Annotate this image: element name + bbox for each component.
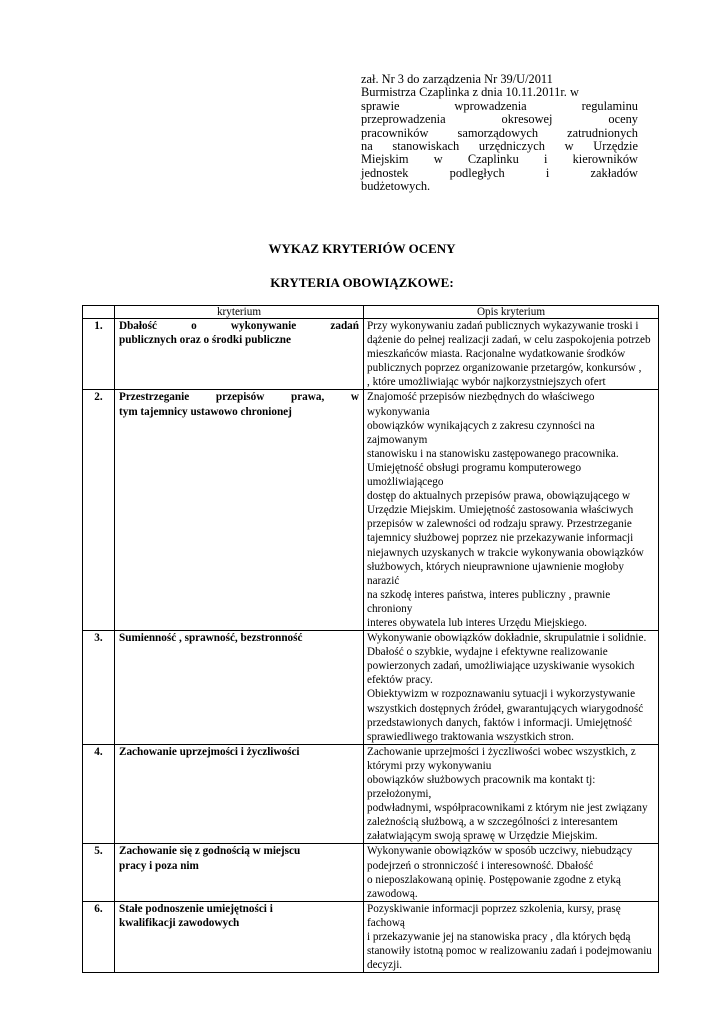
note-line: budżetowych.: [361, 179, 431, 194]
description-line: Umiejętność obsługi programu komputerowego umożliwiającego: [367, 461, 582, 489]
criterion-description: [364, 390, 659, 631]
row-number: 6.: [83, 901, 115, 972]
description-line: stanowiły istotną pomoc w realizowaniu zadań i podejmowaniu: [367, 945, 652, 958]
document-subtitle: KRYTERIA OBOWIĄZKOWE:: [270, 275, 454, 290]
criterion-name-line: Sumienność , sprawność, bezstronność: [119, 632, 303, 645]
description-line: sprawiedliwego traktowania wszystkich stron.: [367, 730, 574, 743]
note-line: przeprowadzenia okresowej oceny: [361, 112, 638, 127]
header-criterion: kryterium: [115, 306, 364, 319]
description-line: Zachowanie uprzejmości i życzliwości wobec wszystkich, z: [367, 745, 636, 758]
criterion-description: [364, 901, 659, 972]
note-line: Miejskim w Czaplinku i kierowników: [361, 152, 638, 167]
description-line: powierzonych zadań, umożliwiające uzyskiwanie wysokich: [367, 660, 635, 673]
description-line: Wykonywanie obowiązków w sposób uczciwy, niebudzący: [367, 845, 633, 858]
description-line: Przy wykonywaniu zadań publicznych wykazywanie troski i: [367, 320, 639, 332]
table-row: [83, 844, 659, 901]
description-line: Dbałość o szybkie, wydajne i efektywne realizowanie: [367, 646, 608, 659]
criterion-description: [364, 319, 659, 390]
row-number: 4.: [83, 744, 115, 844]
note-line: sprawie wprowadzenia regulaminu: [361, 98, 638, 113]
description-line: efektów pracy.: [367, 674, 433, 687]
description-line: na szkodę interes państwa, interes publiczny , prawnie chroniony: [367, 588, 611, 615]
description-line: załatwiającym swoją sprawę w Urzędzie Miejskim.: [367, 830, 598, 843]
criterion-name-line: Przestrzeganie przepisów prawa, w: [119, 391, 359, 404]
criterion-name-line: pracy i poza nim: [119, 859, 199, 872]
row-number: 5.: [83, 844, 115, 901]
document-title: WYKAZ KRYTERIÓW OCENY: [268, 241, 456, 256]
description-line: podwładnymi, współpracownikami z którym nie jest związany: [367, 802, 648, 815]
header-number: [83, 306, 115, 319]
description-line: zawodową.: [367, 887, 418, 900]
note-line: na stanowiskach urzędniczych w Urzędzie: [361, 139, 638, 154]
criterion-description: [364, 744, 659, 844]
description-line: decyzji.: [367, 959, 403, 972]
criterion-name: [115, 631, 364, 745]
criterion-name: [115, 901, 364, 972]
description-line: publicznych poprzez organizowanie przetargów, konkursów ,: [367, 362, 642, 375]
description-line: tajemnicy służbowej poprzez nie przekazywanie informacji: [367, 532, 634, 545]
description-line: Pozyskiwanie informacji poprzez szkolenia, kursy, prasę fachową: [367, 902, 621, 929]
criterion-description: [364, 631, 659, 745]
note-line: zał. Nr 3 do zarządzenia Nr 39/U/2011: [361, 72, 553, 86]
description-line: zależnością służbową, a w szczególności z interesantem: [367, 816, 618, 829]
description-line: obowiązków wynikających z zakresu czynności na zajmowanym: [367, 419, 595, 446]
description-line: mieszkańców miasta. Racjonalne wydatkowanie środków: [367, 348, 626, 361]
description-line: , które umożliwiając wybór najkorzystniejszych ofert: [367, 376, 606, 389]
criteria-table: [82, 305, 659, 973]
attachment-note: [361, 73, 638, 194]
header-description: Opis kryterium: [364, 306, 659, 319]
note-line: pracowników samorządowych zatrudnionych: [361, 125, 638, 140]
description-line: Znajomość przepisów niezbędnych do właściwego wykonywania: [367, 391, 595, 418]
criterion-name-line: kwalifikacji zawodowych: [119, 916, 240, 929]
criterion-name: [115, 319, 364, 390]
description-line: i przekazywanie jej na stanowiska pracy , dla których będą: [367, 931, 631, 944]
description-line: Urzędzie Miejskim. Umiejętność zastosowania właściwych: [367, 504, 634, 517]
description-line: dążenie do pełnej realizacji zadań, w celu zaspokojenia potrzeb: [367, 334, 651, 347]
description-line: niejawnych uzyskanych w trakcie wykonywania obowiązków: [367, 546, 644, 559]
criterion-name-line: Dbałość o wykonywanie zadań: [119, 320, 359, 332]
row-number: 3.: [83, 631, 115, 745]
description-line: stanowisku i na stanowisku zastępowanego pracownika.: [367, 447, 619, 460]
criterion-name: [115, 844, 364, 901]
criterion-name-line: publicznych oraz o środki publiczne: [119, 334, 291, 347]
table-row: [83, 631, 659, 745]
table-row: [83, 901, 659, 972]
description-line: podejrzeń o stronniczość i interesowność. Dbałość: [367, 859, 594, 872]
description-line: Wykonywanie obowiązków dokładnie, skrupulatnie i solidnie.: [367, 632, 647, 645]
criterion-description: [364, 844, 659, 901]
criterion-name-line: Zachowanie uprzejmości i życzliwości: [119, 745, 300, 758]
description-line: wszystkich dostępnych źródeł, gwarantujących wiarygodność: [367, 702, 644, 715]
description-line: służbowych, których nieuprawnione ujawnienie mogłoby narazić: [367, 560, 624, 587]
table-header-row: [83, 306, 659, 319]
criterion-name-line: tym tajemnicy ustawowo chronionej: [119, 405, 292, 418]
description-line: dostęp do aktualnych przepisów prawa, obowiązującego w: [367, 490, 631, 503]
description-line: przedstawionych danych, faktów i informacji. Umiejętność: [367, 716, 632, 729]
row-number: 2.: [83, 390, 115, 631]
description-line: obowiązków służbowych pracownik ma kontakt tj: przełożonymi,: [367, 774, 596, 801]
note-line: Burmistrza Czaplinka z dnia 10.11.2011r. w: [361, 85, 579, 100]
table-row: [83, 744, 659, 844]
criterion-name-line: Zachowanie się z godnością w miejscu: [119, 845, 301, 858]
criterion-name: [115, 744, 364, 844]
description-line: o nieposzlakowaną opinię. Postępowanie zgodne z etyką: [367, 873, 621, 886]
table-row: [83, 390, 659, 631]
description-line: Obiektywizm w rozpoznawaniu sytuacji i wykorzystywanie: [367, 688, 636, 701]
row-number: 1.: [83, 319, 115, 390]
criterion-name: [115, 390, 364, 631]
description-line: interes obywatela lub interes Urzędu Miejskiego.: [367, 616, 587, 629]
table-row: [83, 319, 659, 390]
description-line: przepisów w zalewności od rodzaju sprawy. Przestrzeganie: [367, 518, 632, 531]
description-line: którymi przy wykonywaniu: [367, 759, 492, 772]
note-line: jednostek podległych i zakładów: [361, 165, 638, 180]
criterion-name-line: Stałe podnoszenie umiejętności i: [119, 902, 273, 915]
